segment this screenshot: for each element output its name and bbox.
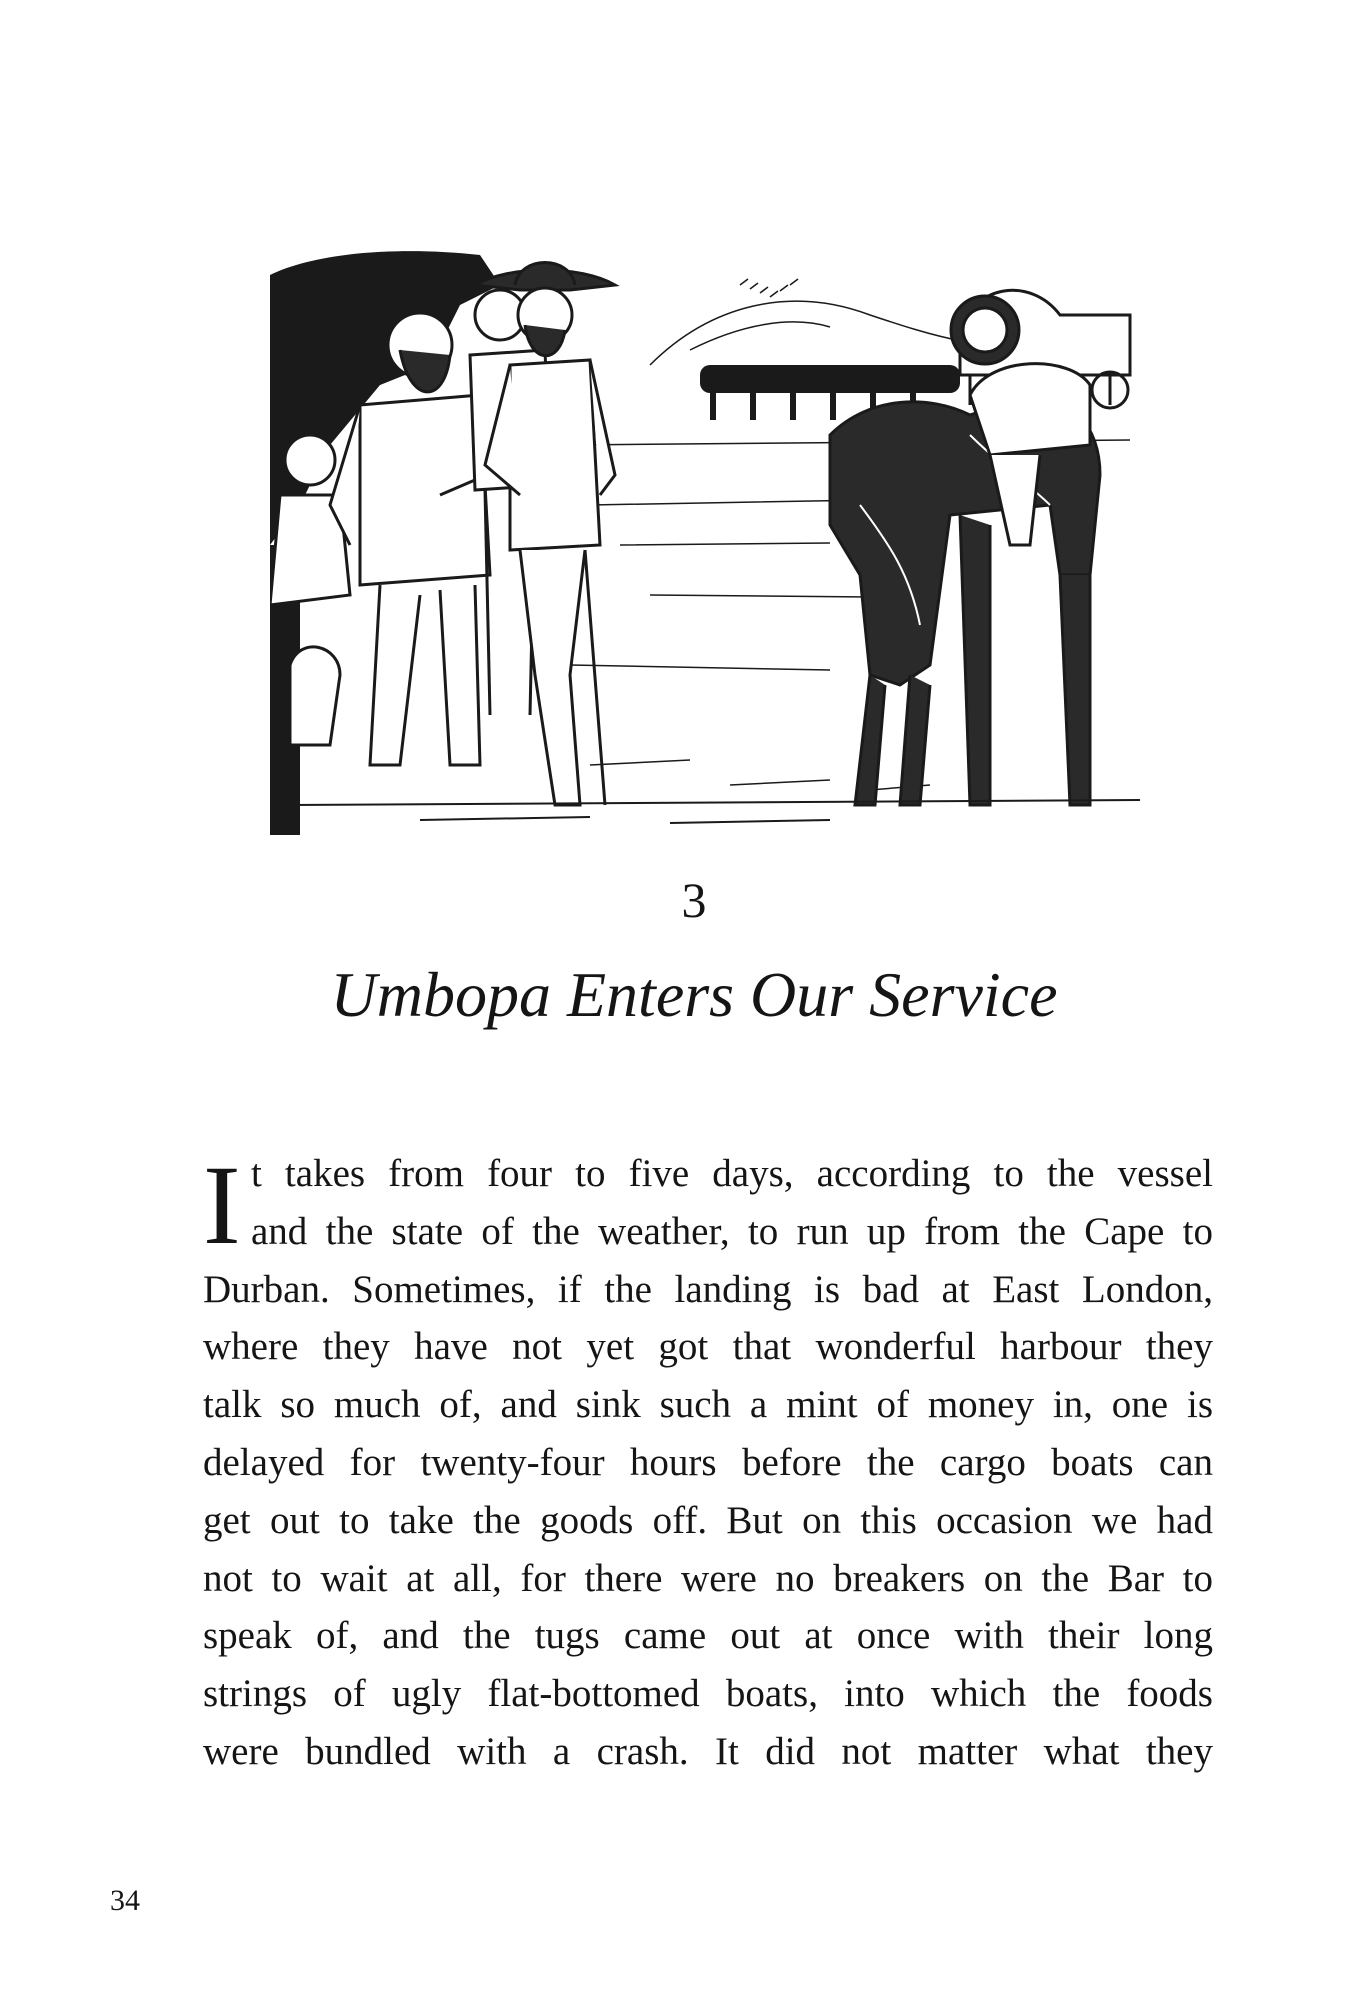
body-line: Durban. Sometimes, if the landing is bad at East London,: [203, 1267, 1213, 1311]
drop-cap: I: [203, 1143, 241, 1268]
chapter-number: 3: [681, 872, 707, 928]
body-line: and the state of the weather, to run up from the Cape to: [251, 1209, 1213, 1253]
body-text: [203, 1145, 1213, 1781]
chapter-illustration-icon: [270, 245, 1140, 835]
body-line: speak of, and the tugs came out at once with their long: [203, 1614, 1213, 1658]
body-line: where they have not yet got that wonderful harbour they: [203, 1325, 1213, 1369]
body-line: delayed for twenty-four hours before the cargo boats can: [203, 1440, 1213, 1484]
body-line: were bundled with a crash. It did not matter what they: [203, 1729, 1213, 1773]
chapter-illustration: [270, 245, 1140, 835]
body-line: get out to take the goods off. But on this occasion we had: [203, 1498, 1213, 1542]
chapter-title: Umbopa Enters Our Service: [330, 959, 1058, 1030]
body-line: talk so much of, and sink such a mint of money in, one is: [203, 1383, 1213, 1427]
page-number: 34: [110, 1884, 140, 1917]
body-line: strings of ugly flat-bottomed boats, into which the foods: [203, 1672, 1213, 1716]
body-line: not to wait at all, for there were no breakers on the Bar to: [203, 1556, 1213, 1600]
body-line: t takes from four to five days, according to the vessel: [251, 1152, 1213, 1195]
